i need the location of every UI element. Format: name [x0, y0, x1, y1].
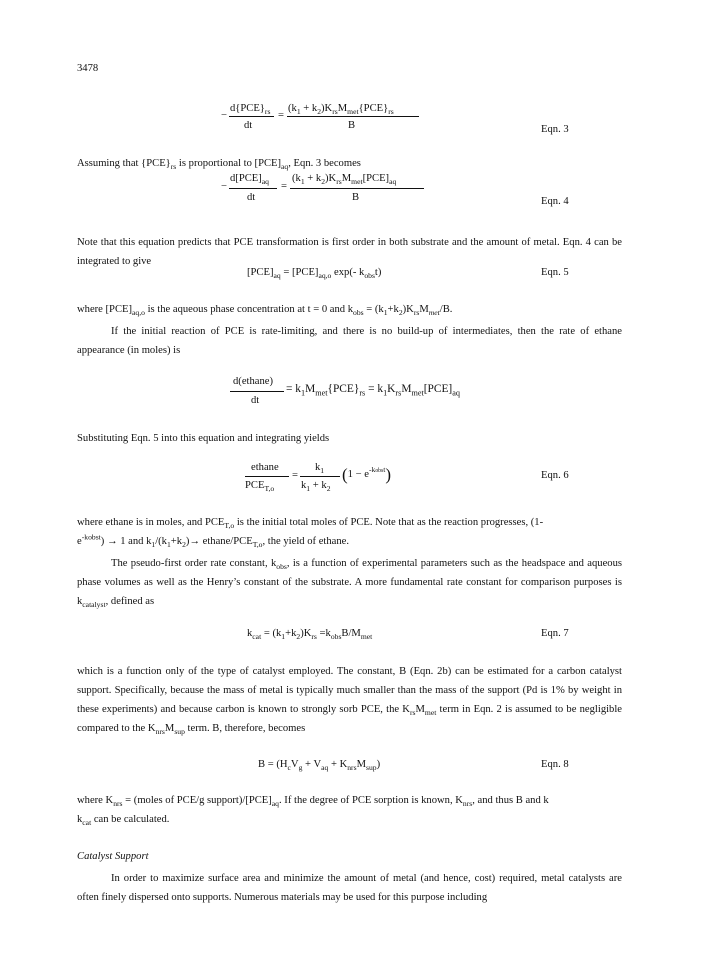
- eqn6-rhs-denominator: $k_1 + k_2$: [301, 480, 331, 494]
- eqn3-lhs-numerator: $d\{PCE\}_{rs}$: [230, 103, 271, 117]
- eqn4-rhs-denominator: B: [352, 192, 360, 203]
- assumption-text: Assuming that $\{PCE\}_{rs}$ is proportional to $[PCE]_{aq}$, Eqn. 3 becomes: [77, 158, 361, 172]
- eqn6-label: Eqn. 6: [541, 470, 569, 481]
- eqn7-body: $k_{cat} = (k_1+k_2)K_{rs} =k_{obs}B/M_{met}$: [247, 628, 373, 642]
- section-heading: Catalyst Support: [77, 851, 149, 862]
- where-definition-3: where $K_{nrs}$ = (moles of PCE/g $support)/[PCE]_{aq}$. If the degree of PCE sorption is known, $K_{nrs}$, and thus B and k: [77, 795, 549, 809]
- eqn8-body: $B = (H_cV_g + V_{aq} + K_{nrs}M_{sup})$: [258, 759, 381, 773]
- eqn3-label: Eqn. 3: [541, 124, 569, 135]
- paragraph-pseudo-first-order: The pseudo-first order rate constant, $k_{obs}$, is a function of experimental parameters such as the headspace and aqueous phase volumes as well as the Henry’s constant of the substrate. A more fundamental rate constant for comparison purposes is $k_{catalyst}$, defined as: [77, 558, 622, 610]
- minus-sign: −: [221, 110, 227, 121]
- eqn6-rhs-numerator: $k_1$: [315, 462, 325, 476]
- eqn3-lhs-denominator: dt: [244, 120, 253, 131]
- eqn4-rhs-numerator: $(k_1 + k_2)K_{rs}M_{met}[PCE]_{aq}$: [292, 173, 397, 187]
- where-definition-2: where ethane is in moles, and $PCE_{T,o}$ is the initial total moles of PCE. Note that as the reaction progresses, (1-: [77, 517, 544, 531]
- paragraph-substituting: Substituting Eqn. 5 into this equation and integrating yields: [77, 433, 330, 444]
- eqn3-rhs-denominator: B: [348, 120, 356, 131]
- eqn4-lhs-denominator: dt: [247, 192, 256, 203]
- eqn3-rhs-bar: [287, 116, 419, 117]
- ethane-rate-bar: [230, 391, 284, 392]
- paragraph-initial-reaction: If the initial reaction of PCE is rate-limiting, and there is no build-up of intermediates, then the rate of ethane appearance (in moles) is: [77, 326, 622, 356]
- paragraph-catalyst-support: In order to maximize surface area and minimize the amount of metal (and hence, cost) required, metal catalysts are often finely dispersed onto supports. Numerous materials may be used for this purpose including: [77, 873, 622, 903]
- eqn6-lhs-bar: [245, 476, 289, 477]
- eqn5-body: $[PCE]_{aq} = [PCE]_{aq,o}$ exp(- $k_{obs}t$): [247, 267, 382, 281]
- eqn3-lhs-bar: [229, 116, 274, 117]
- eqn4-label: Eqn. 4: [541, 196, 569, 207]
- eqn5-label: Eqn. 5: [541, 267, 569, 278]
- paragraph-note: Note that this equation predicts that PCE transformation is first order in both substrate and the amount of metal. Eqn. 4 can be integrated to give: [77, 237, 622, 267]
- where-definition-3-cont: $k_{cat}$ can be calculated.: [77, 814, 170, 828]
- eqn6-lhs-denominator: $PCE_{T,o}$: [245, 480, 275, 494]
- eqn4-rhs-bar: [290, 188, 424, 189]
- page-number: 3478: [77, 63, 99, 74]
- eqn6-rhs-bar: [300, 476, 340, 477]
- ethane-rate-rhs: = $k_1M_{met}\{PCE\}_{rs} = k_1K_{rs}M_{met}[PCE]_{aq}$: [286, 383, 460, 398]
- where-definition-2-cont: $e^{-kobst}) \to 1$ and $k_1/(k_1+k_2)\to$ ethane/$PCE_{T,o}$, the yield of ethane.: [77, 532, 349, 550]
- eqn6-parenthetical: $(1 - e^{-kobst})$: [342, 465, 392, 484]
- ethane-rate-denominator: dt: [251, 395, 260, 406]
- ethane-rate-numerator: d(ethane): [233, 376, 273, 387]
- equals-sign: =: [278, 110, 284, 121]
- eqn6-lhs-numerator: ethane: [251, 462, 279, 473]
- eqn8-label: Eqn. 8: [541, 759, 569, 770]
- where-definition-1: where $[PCE]_{aq,o}$ is the aqueous phase concentration at t = 0 and $k_{obs} = (k_1+k_2)K_{rs}M_{met}/B$.: [77, 304, 453, 318]
- eqn4-lhs-numerator: $d[PCE]_{aq}$: [230, 173, 269, 187]
- eqn4-lhs-bar: [229, 188, 277, 189]
- eqn7-label: Eqn. 7: [541, 628, 569, 639]
- eqn3-rhs-numerator: $(k_1 + k_2)K_{rs}M_{met}\{PCE\}_{rs}$: [288, 103, 394, 117]
- paragraph-which: which is a function only of the type of catalyst employed. The constant, B (Eqn. 2b) can be estimated for a carbon catalyst support. Specifically, because the mass of metal is typically much smaller than the mass of the support (Pd is 1% by weight in these experiments) and because carbon is known to strongly sorb PCE, the $K_{rs}M_{met}$ term in Eqn. 2 is assumed to be negligible compared to the $K_{nrs}M_{sup}$ term. B, therefore, becomes: [77, 666, 622, 737]
- minus-sign: −: [221, 181, 227, 192]
- equals-sign: =: [281, 181, 287, 192]
- equals-sign: =: [292, 470, 298, 481]
